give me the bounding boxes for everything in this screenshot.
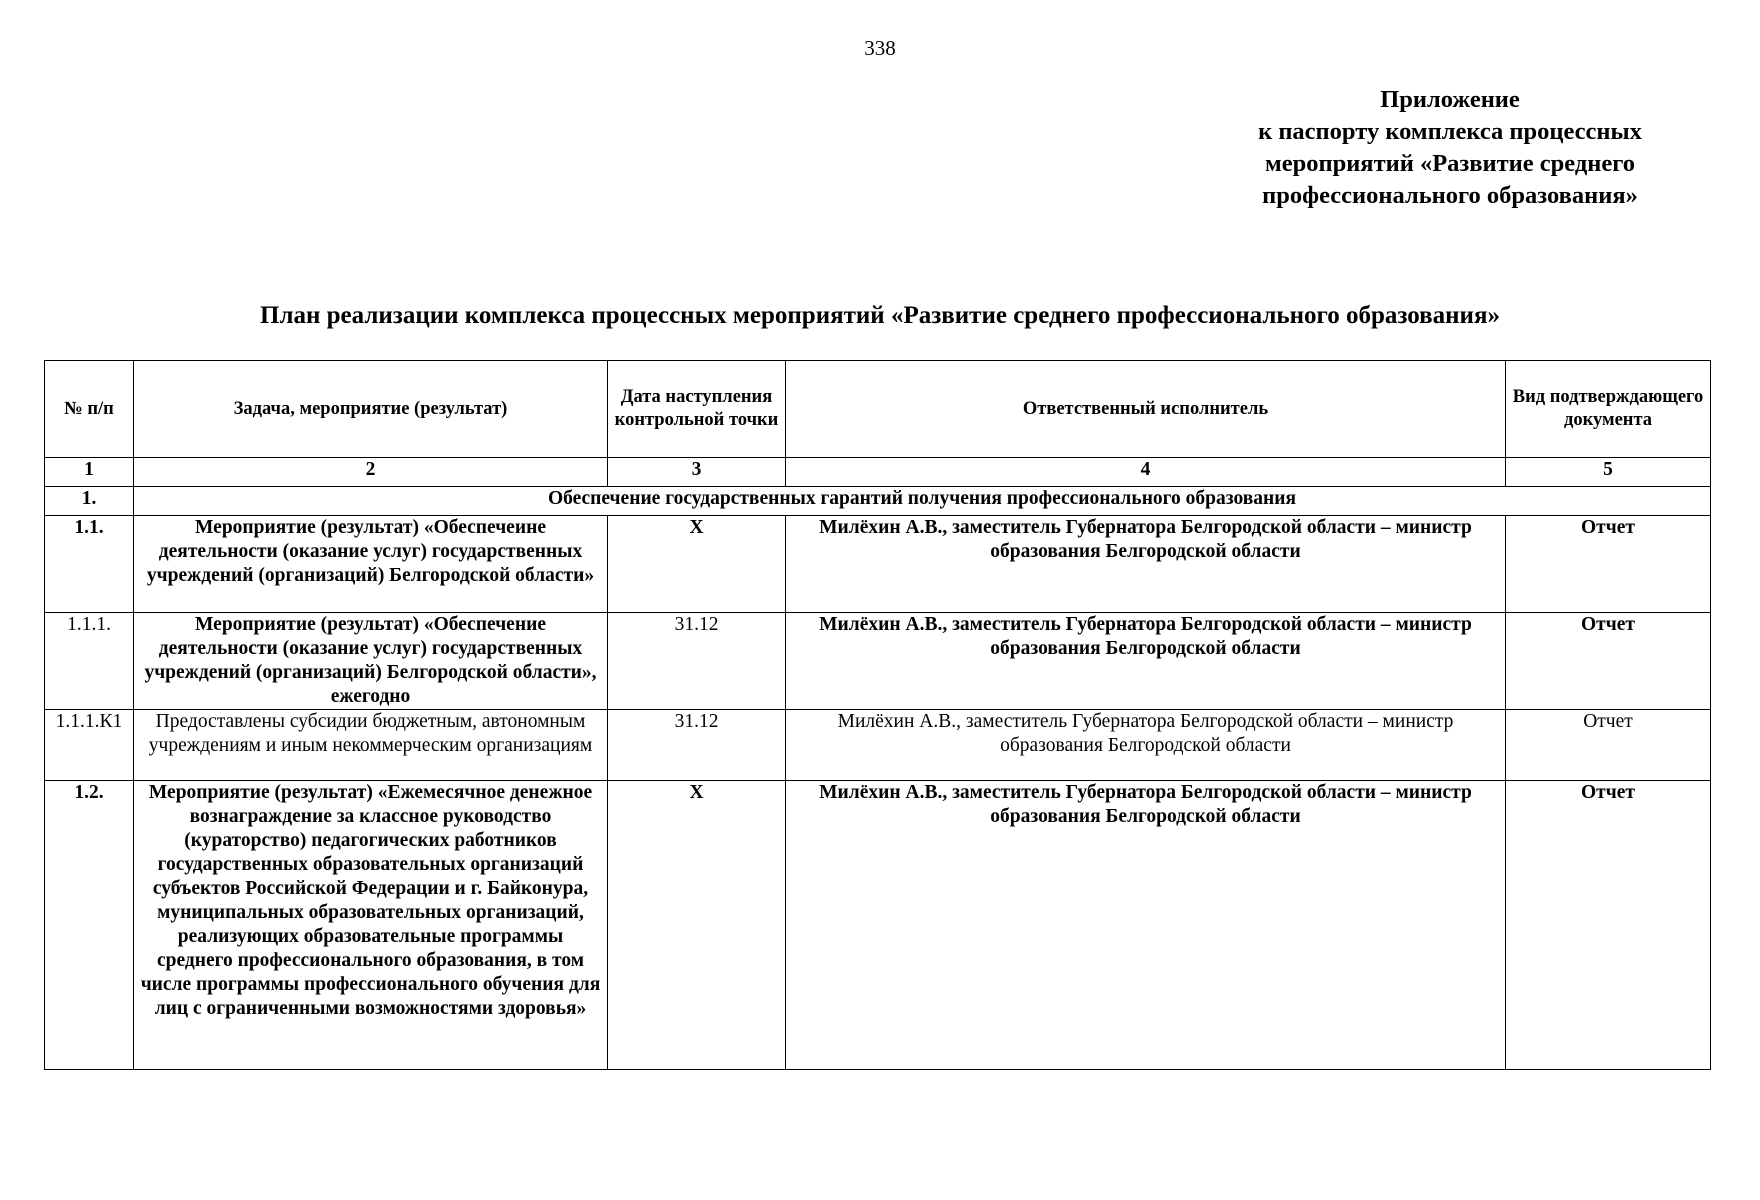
page-number: 338 [864, 36, 896, 60]
row-date: 31.12 [608, 613, 786, 710]
header-date: Дата наступления контрольной точки [608, 361, 786, 458]
row-document: Отчет [1506, 613, 1711, 710]
section-num: 1. [45, 487, 134, 516]
table-row [45, 710, 1711, 781]
table-row [45, 781, 1711, 1070]
row-date: X [608, 516, 786, 613]
row-num: 1.1.1.К1 [45, 710, 134, 781]
row-num: 1.2. [45, 781, 134, 1070]
row-task: Мероприятие (результат) «Обеспечение деятельности (оказание услуг) государственных учреждений (организаций) Белгородской области», ежегодно [134, 613, 608, 710]
column-number-row [45, 458, 1711, 487]
table-row [45, 613, 1711, 710]
row-responsible: Милёхин А.В., заместитель Губернатора Белгородской области – министр образования Белгородской области [786, 613, 1506, 710]
column-number: 2 [134, 458, 608, 487]
row-document: Отчет [1506, 710, 1711, 781]
header-document: Вид подтверждающего документа [1506, 361, 1711, 458]
table-header-row [45, 361, 1711, 458]
section-title: Обеспечение государственных гарантий получения профессионального образования [134, 487, 1711, 516]
row-task: Мероприятие (результат) «Обеспечеине деятельности (оказание услуг) государственных учреждений (организаций) Белгородской области» [134, 516, 608, 613]
appendix-line: мероприятий «Развитие среднего [1265, 150, 1635, 177]
header-task: Задача, мероприятие (результат) [134, 361, 608, 458]
row-document: Отчет [1506, 516, 1711, 613]
header-num: № п/п [45, 361, 134, 458]
row-date: X [608, 781, 786, 1070]
row-responsible: Милёхин А.В., заместитель Губернатора Белгородской области – министр образования Белгородской области [786, 710, 1506, 781]
row-responsible: Милёхин А.В., заместитель Губернатора Белгородской области – министр образования Белгородской области [786, 516, 1506, 613]
plan-title: План реализации комплекса процессных мероприятий «Развитие среднего профессионального образования» [260, 302, 1500, 329]
row-num: 1.1.1. [45, 613, 134, 710]
section-row [45, 487, 1711, 516]
row-num: 1.1. [45, 516, 134, 613]
row-responsible: Милёхин А.В., заместитель Губернатора Белгородской области – министр образования Белгородской области [786, 781, 1506, 1070]
appendix-line: к паспорту комплекса процессных [1258, 118, 1642, 145]
appendix-heading [1200, 84, 1700, 212]
plan-table [44, 360, 1711, 1070]
appendix-line: Приложение [1380, 86, 1520, 113]
row-task: Предоставлены субсидии бюджетным, автономным учреждениям и иным некоммерческим организациям [134, 710, 608, 781]
column-number: 1 [45, 458, 134, 487]
column-number: 3 [608, 458, 786, 487]
table-row [45, 516, 1711, 613]
row-date: 31.12 [608, 710, 786, 781]
row-task: Мероприятие (результат) «Ежемесячное денежное вознаграждение за классное руководство (кураторство) педагогических работников государственных образовательных организаций субъектов Российской Федерации и г. Байконура, муниципальных образовательных организаций, реализующих образовательные программы среднего профессионального образования, в том числе программы профессионального обучения для лиц с ограниченными возможностями здоровья» [134, 781, 608, 1070]
column-number: 4 [786, 458, 1506, 487]
row-document: Отчет [1506, 781, 1711, 1070]
column-number: 5 [1506, 458, 1711, 487]
appendix-line: профессионального образования» [1262, 182, 1638, 209]
header-responsible: Ответственный исполнитель [786, 361, 1506, 458]
